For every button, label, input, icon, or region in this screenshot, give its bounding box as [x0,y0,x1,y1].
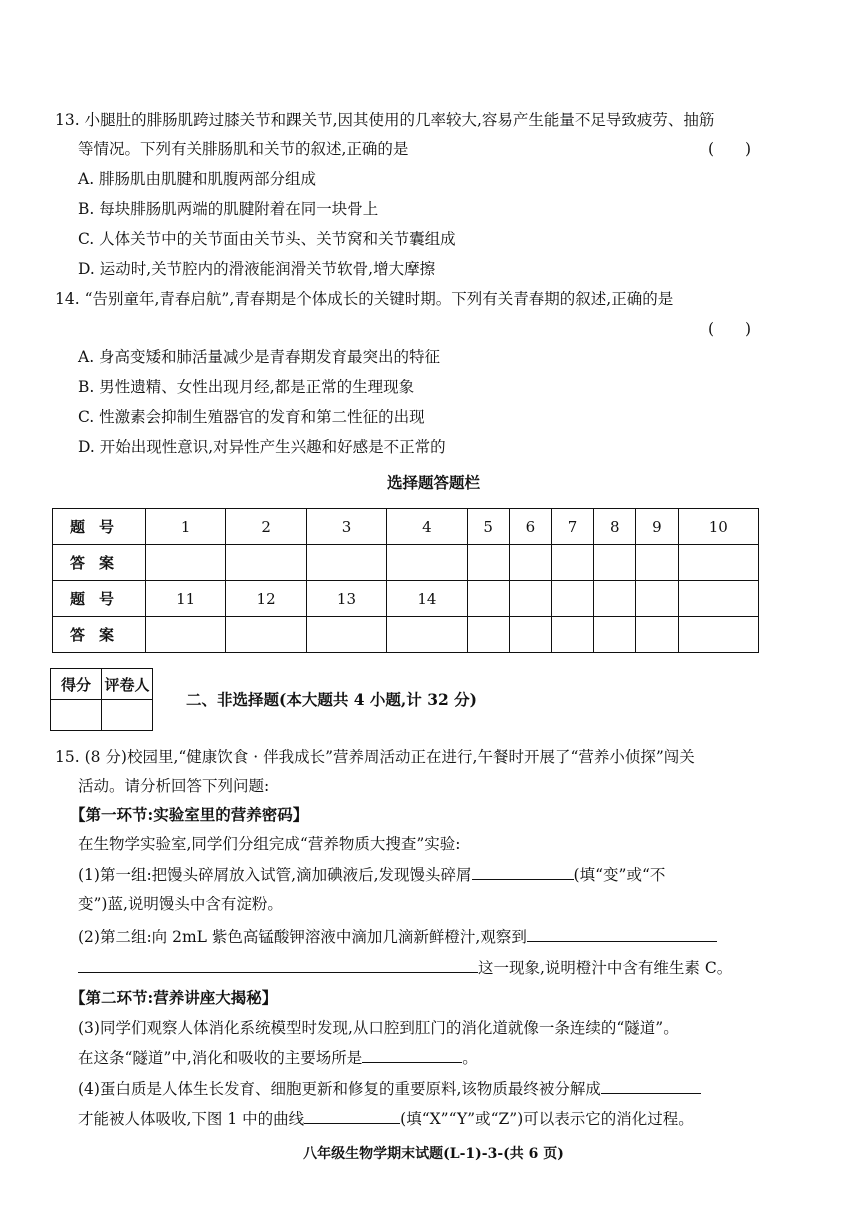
grader-cell[interactable] [102,700,153,731]
q14-answer-paren: ( ) [708,320,752,338]
number-cell [551,581,593,617]
q15-part3-blank[interactable] [362,1046,462,1063]
q13-stem-line2: 等情况。下列有关腓肠肌和关节的叙述,正确的是 [78,140,409,158]
answer-cell[interactable] [146,617,226,653]
answer-cell[interactable] [551,545,593,581]
q15-stem-line1: 15. (8 分)校园里,“健康饮食 · 伴我成长”营养周活动正在进行,午餐时开展了“营养小侦探”闯关 [55,748,695,766]
number-cell: 2 [226,509,306,545]
number-cell: 1 [146,509,226,545]
q15-part3-text-b: 。 [462,1049,478,1067]
answer-table [52,508,759,653]
table-row [53,509,759,545]
grader-label: 评卷人 [102,669,153,700]
q13-option-c: C. 人体关节中的关节面由关节头、关节窝和关节囊组成 [78,230,456,248]
answer-cell[interactable] [636,545,678,581]
number-cell: 13 [306,581,386,617]
number-cell: 3 [306,509,386,545]
number-cell: 12 [226,581,306,617]
answer-cell[interactable] [146,545,226,581]
q15-part3-line1: (3)同学们观察人体消化系统模型时发现,从口腔到肛门的消化道就像一条连续的“隧道”。 [78,1019,679,1037]
number-cell [678,581,759,617]
answer-cell [594,617,636,653]
answer-cell [551,617,593,653]
q15-part2-text-b: 这一现象,说明橙汁中含有维生素 C。 [478,959,733,977]
q15-part2-line1 [78,925,717,948]
q13-option-a: A. 腓肠肌由肌腱和肌腹两部分组成 [78,170,317,188]
q15-part3-text-a: 在这条“隧道”中,消化和吸收的主要场所是 [78,1049,363,1067]
q14-option-d: D. 开始出现性意识,对异性产生兴趣和好感是不正常的 [78,438,446,456]
q13-stem-line1: 13. 小腿肚的腓肠肌跨过膝关节和踝关节,因其使用的几率较大,容易产生能量不足导致疲劳、抽筋 [55,111,715,129]
q15-part4-text-a: (4)蛋白质是人体生长发育、细胞更新和修复的重要原料,该物质最终被分解成 [78,1080,601,1098]
answer-cell [467,617,509,653]
q15-part3-line2 [78,1046,478,1069]
answer-cell [678,617,759,653]
q15-part1-blank[interactable] [472,863,574,880]
number-cell: 11 [146,581,226,617]
row-label-answer: 答案 [53,617,146,653]
score-box [50,668,153,731]
answer-table-title: 选择题答题栏 [386,473,480,492]
q15-stem-line2: 活动。请分析回答下列问题: [78,777,270,795]
answer-cell[interactable] [387,617,467,653]
answer-cell [636,617,678,653]
number-cell: 5 [467,509,509,545]
answer-cell[interactable] [306,545,386,581]
table-row [53,617,759,653]
q14-option-c: C. 性激素会抑制生殖器官的发育和第二性征的出现 [78,408,425,426]
number-cell [594,581,636,617]
number-cell [636,581,678,617]
answer-cell[interactable] [678,545,759,581]
q15-part2-blank-1[interactable] [527,925,717,942]
q15-stage2-heading: 【第二环节:营养讲座大揭秘】 [70,988,278,1007]
q15-part4-blank-2[interactable] [304,1107,400,1124]
number-cell [509,581,551,617]
number-cell: 7 [551,509,593,545]
q15-part1-line2: 变”)蓝,说明馒头中含有淀粉。 [78,895,283,913]
row-label-number: 题号 [53,581,146,617]
answer-cell [509,617,551,653]
table-row [53,545,759,581]
number-cell [467,581,509,617]
answer-cell[interactable] [226,545,306,581]
answer-cell[interactable] [594,545,636,581]
q15-part2-line2 [78,956,732,979]
answer-cell[interactable] [387,545,467,581]
number-cell: 14 [387,581,467,617]
answer-cell[interactable] [226,617,306,653]
q13-option-d: D. 运动时,关节腔内的滑液能润滑关节软骨,增大摩擦 [78,260,436,278]
number-cell: 6 [509,509,551,545]
q15-part2-text-a: (2)第二组:向 2mL 紫色高锰酸钾溶液中滴加几滴新鲜橙汁,观察到 [78,928,527,946]
score-label: 得分 [51,669,102,700]
score-cell[interactable] [51,700,102,731]
number-cell: 4 [387,509,467,545]
row-label-number: 题号 [53,509,146,545]
q15-intro: 在生物学实验室,同学们分组完成“营养物质大搜查”实验: [78,835,461,853]
q15-part1-text-b: (填“变”或“不 [573,866,666,884]
answer-cell[interactable] [509,545,551,581]
number-cell: 8 [594,509,636,545]
q15-part1-line1 [78,863,665,886]
page-footer: 八年级生物学期末试题(L-1)-3-(共 6 页) [303,1146,564,1162]
number-cell: 9 [636,509,678,545]
row-label-answer: 答案 [53,545,146,581]
number-cell: 10 [678,509,759,545]
q15-part4-blank-1[interactable] [601,1077,701,1094]
q15-part4-line2 [78,1107,694,1130]
q13-answer-paren: ( ) [708,140,752,158]
q15-part2-blank-2[interactable] [78,956,478,973]
q15-part4-text-b: 才能被人体吸收,下图 1 中的曲线 [78,1110,305,1128]
q13-option-b: B. 每块腓肠肌两端的肌腱附着在同一块骨上 [78,200,379,218]
q15-part1-text-a: (1)第一组:把馒头碎屑放入试管,滴加碘液后,发现馒头碎屑 [78,866,472,884]
answer-cell[interactable] [467,545,509,581]
q14-stem: 14. “告别童年,青春启航”,青春期是个体成长的关键时期。下列有关青春期的叙述,正确的是 [55,290,674,308]
q14-option-b: B. 男性遗精、女性出现月经,都是正常的生理现象 [78,378,415,396]
q15-part4-line1 [78,1077,701,1100]
section2-title: 二、非选择题(本大题共 4 小题,计 32 分) [186,690,478,709]
q14-option-a: A. 身高变矮和肺活量减少是青春期发育最突出的特征 [78,348,441,366]
q15-stage1-heading: 【第一环节:实验室里的营养密码】 [70,805,309,824]
table-row [53,581,759,617]
q15-part4-text-c: (填“X”“Y”或“Z”)可以表示它的消化过程。 [400,1110,694,1128]
answer-cell[interactable] [306,617,386,653]
